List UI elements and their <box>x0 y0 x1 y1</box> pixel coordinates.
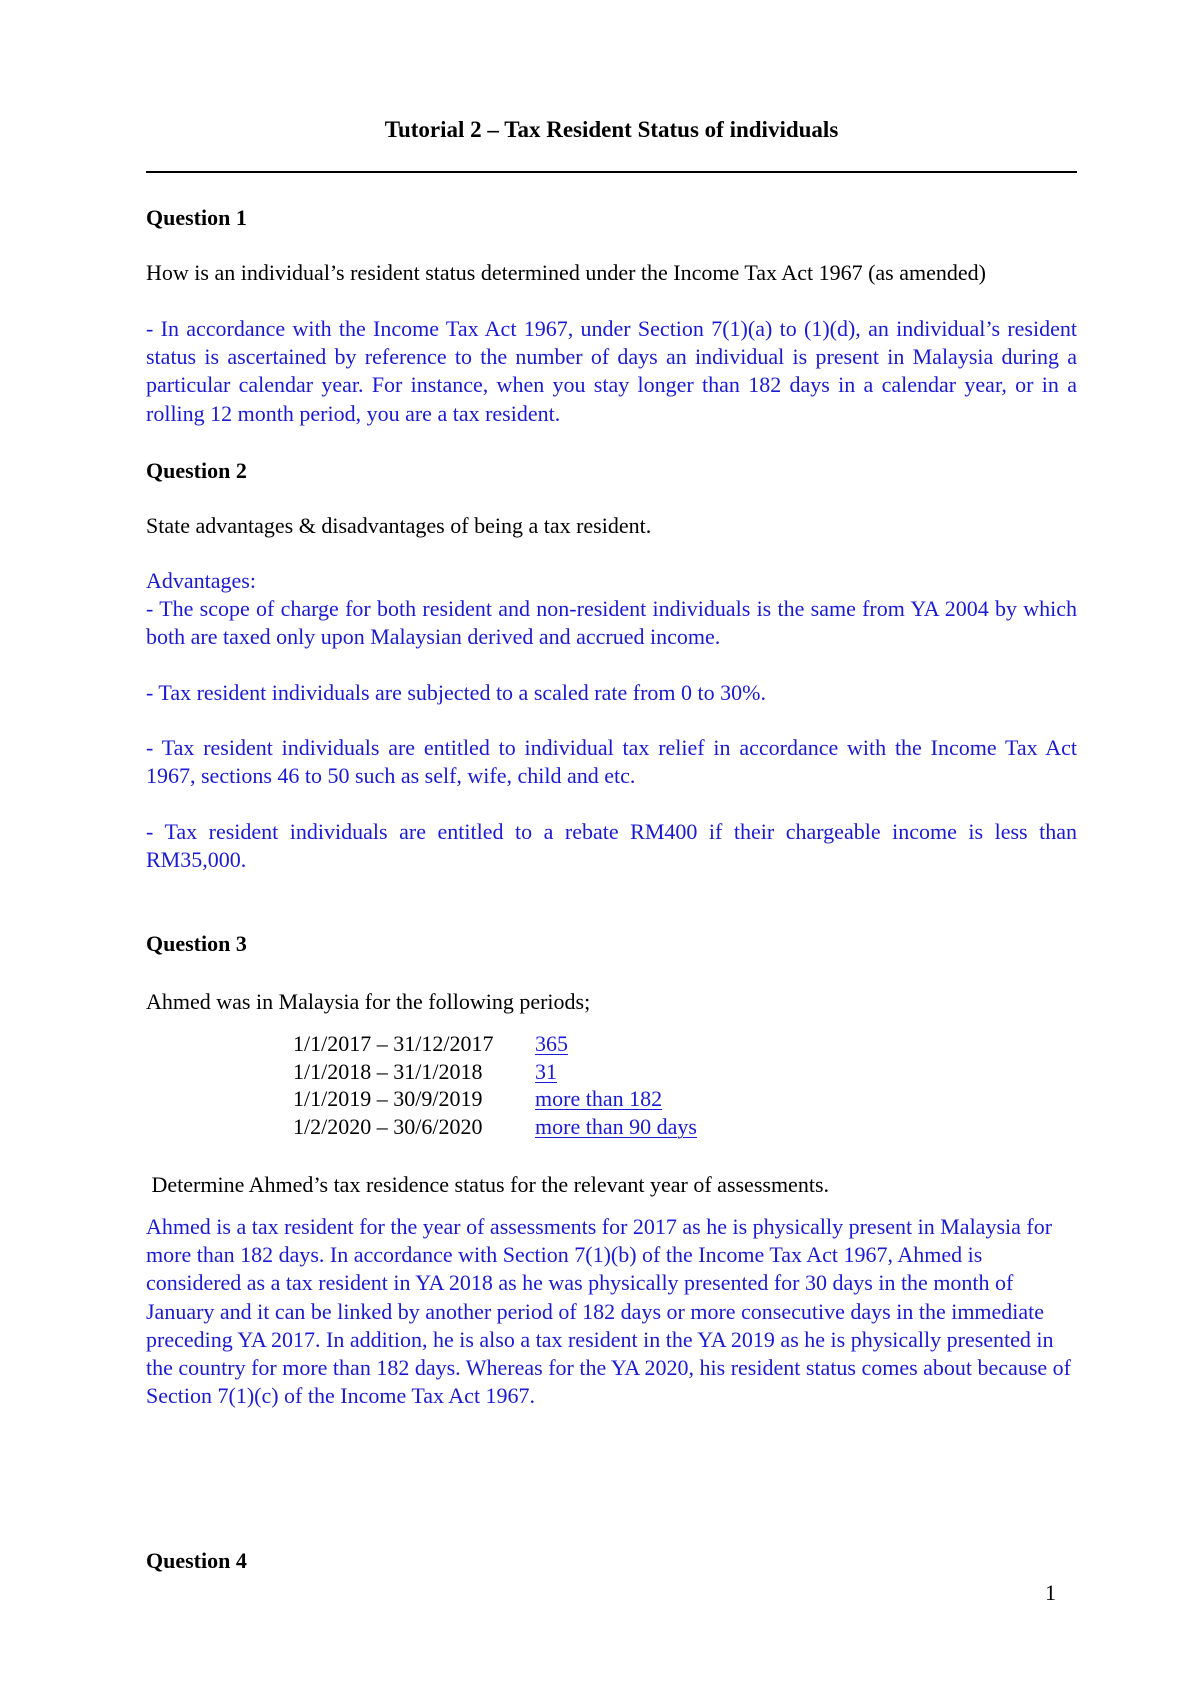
question-3-intro: Ahmed was in Malaysia for the following periods; <box>146 989 591 1014</box>
presence-periods-list <box>293 1030 697 1140</box>
period-range: 1/1/2019 – 30/9/2019 <box>293 1086 483 1111</box>
question-2-advantages-label: Advantages: <box>146 568 256 593</box>
question-1-heading: Question 1 <box>146 205 247 230</box>
presence-period-row <box>293 1030 697 1058</box>
period-range: 1/1/2017 – 31/12/2017 <box>293 1031 494 1056</box>
period-days: 365 <box>535 1031 568 1056</box>
presence-period-row <box>293 1085 697 1113</box>
question-3-heading: Question 3 <box>146 931 247 956</box>
presence-period-row <box>293 1058 697 1086</box>
period-days: more than 90 days <box>535 1113 697 1139</box>
question-3-answer: Ahmed is a tax resident for the year of assessments for 2017 as he is physically present in Malaysia for more than 182 days. In accordance with Section 7(1)(b) of the Income Tax Act 1967, Ahmed is considered as a tax resident in YA 2018 as he was physically presented for 30 days in the month of January and it can be linked by another period of 182 days or more consecutive days in the immediate preceding YA 2017. In addition, he is also a tax resident in the YA 2019 as he is physically presented in the country for more than 182 days. Whereas for the YA 2020, his resident status comes about because of Section 7(1)(c) of the Income Tax Act 1967. <box>146 1214 1071 1409</box>
question-2-advantage-point: - The scope of charge for both resident and non-resident individuals is the same from YA 2004 by which both are taxed only upon Malaysian derived and accrued income. <box>146 596 1077 650</box>
question-2-advantage-point: - Tax resident individuals are entitled to individual tax relief in accordance with the Income Tax Act 1967, sections 46 to 50 such as self, wife, child and etc. <box>146 735 1077 789</box>
question-3-task: Determine Ahmed’s tax residence status for the relevant year of assessments. <box>146 1172 829 1197</box>
period-days: 31 <box>535 1058 557 1084</box>
page-number: 1 <box>1045 1580 1056 1605</box>
question-1-prompt: How is an individual’s resident status determined under the Income Tax Act 1967 (as amended) <box>146 260 986 285</box>
document-title: Tutorial 2 – Tax Resident Status of individuals <box>384 117 839 142</box>
presence-period-row <box>293 1113 697 1141</box>
question-2-heading: Question 2 <box>146 458 247 483</box>
question-2-advantage-point: - Tax resident individuals are entitled to a rebate RM400 if their chargeable income is less than RM35,000. <box>146 819 1077 873</box>
period-range: 1/1/2018 – 31/1/2018 <box>293 1058 483 1084</box>
question-2-prompt: State advantages & disadvantages of being a tax resident. <box>146 513 652 538</box>
question-4-heading: Question 4 <box>146 1548 247 1573</box>
question-2-advantage-point: - Tax resident individuals are subjected to a scaled rate from 0 to 30%. <box>146 680 766 705</box>
period-range: 1/2/2020 – 30/6/2020 <box>293 1113 483 1139</box>
period-days: more than 182 <box>535 1086 663 1111</box>
question-1-answer: - In accordance with the Income Tax Act 1967, under Section 7(1)(a) to (1)(d), an individual’s resident status is ascertained by reference to the number of days an individual is present in Malaysia during a particular calendar year. For instance, when you stay longer than 182 days in a calendar year, or in a rolling 12 month period, you are a tax resident. <box>146 316 1077 426</box>
document-page <box>146 0 1077 1698</box>
title-divider <box>146 171 1077 173</box>
